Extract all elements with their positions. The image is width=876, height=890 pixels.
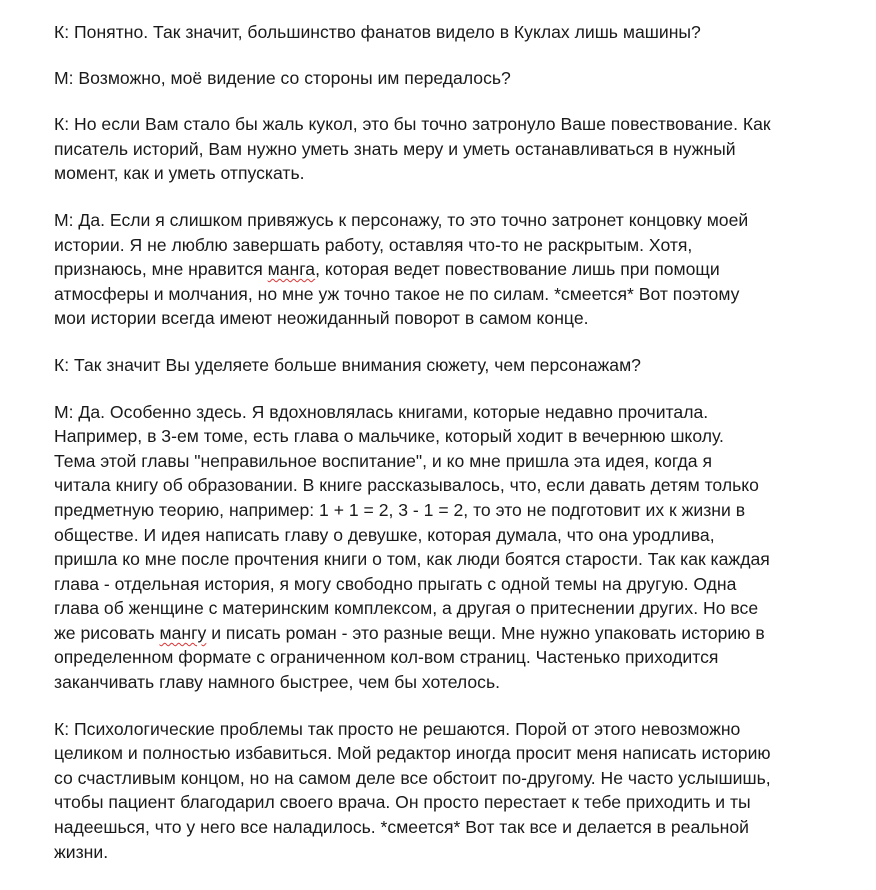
misspelled-word[interactable]: мангу bbox=[159, 622, 207, 643]
misspelled-word[interactable]: манга bbox=[267, 259, 316, 280]
text-line: К: Понятно. Так значит, большинство фанатов видело в Куклах лишь машины? bbox=[54, 22, 701, 42]
text-line bbox=[54, 621, 854, 646]
text-line: со счастливым концом, но на самом деле все обстоит по-другому. Не часто услышишь, bbox=[54, 767, 771, 788]
text-line: М: Да. Особенно здесь. Я вдохновлялась книгами, которые недавно прочитала. bbox=[54, 401, 709, 422]
text-line: надеешься, что у него все наладилось. *смеется* Вот так все и делается в реальной bbox=[54, 817, 749, 838]
text-line: истории. Я не люблю завершать работу, оставляя что-то не раскрытым. Хотя, bbox=[54, 234, 693, 255]
text-line: глава об женщине с материнским комплексом, а другая о притеснении других. Но все bbox=[54, 598, 759, 619]
paragraph bbox=[54, 66, 854, 91]
text-line: К: Психологические проблемы так просто не решаются. Порой от этого невозможно bbox=[54, 718, 741, 739]
text-fragment: признаюсь, мне нравится bbox=[54, 259, 268, 280]
text-line: читала книгу об образовании. В книге рассказывалось, что, если давать детям только bbox=[54, 475, 759, 496]
text-line: М: Да. Если я слишком привяжусь к персонажу, то это точно затронет концовку моей bbox=[54, 209, 749, 230]
text-line: К: Но если Вам стало бы жаль кукол, это бы точно затронуло Ваше повествование. Как bbox=[54, 114, 771, 135]
text-fragment: , которая ведет повествование лишь при помощи bbox=[315, 259, 720, 280]
text-line: определенном формате с ограниченном кол-вом страниц. Частенько приходится bbox=[54, 647, 719, 668]
text-line: Например, в 3-ем томе, есть глава о мальчике, который ходит в вечернюю школу. bbox=[54, 426, 724, 447]
paragraph bbox=[54, 112, 854, 186]
paragraph bbox=[54, 20, 854, 45]
text-line: обществе. И идея написать главу о девушке, которая думала, что она уродлива, bbox=[54, 524, 715, 545]
paragraph bbox=[54, 400, 854, 695]
text-fragment: и писать роман - это разные вещи. Мне нужно упаковать историю в bbox=[206, 622, 765, 643]
text-line: мои истории всегда имеют неожиданный поворот в самом конце. bbox=[54, 308, 589, 329]
text-line: жизни. bbox=[54, 841, 109, 862]
text-line: заканчивать главу намного быстрее, чем бы хотелось. bbox=[54, 672, 501, 693]
text-line: чтобы пациент благодарил своего врача. Он просто перестает к тебе приходить и ты bbox=[54, 792, 751, 813]
text-fragment: же рисовать bbox=[54, 622, 160, 643]
text-line: писатель историй, Вам нужно уметь знать меру и уметь останавливаться в нужный bbox=[54, 138, 736, 159]
text-line bbox=[54, 257, 854, 282]
text-line: пришла ко мне после прочтения книги о том, как люди боятся старости. Так как каждая bbox=[54, 549, 770, 570]
text-line: М: Возможно, моё видение со стороны им передалось? bbox=[54, 67, 511, 88]
paragraph bbox=[54, 717, 854, 865]
paragraph bbox=[54, 353, 854, 378]
text-line: целиком и полностью избавиться. Мой редактор иногда просит меня написать историю bbox=[54, 743, 771, 764]
text-line: К: Так значит Вы уделяете больше внимания сюжету, чем персонажам? bbox=[54, 354, 641, 375]
text-line: атмосферы и молчания, но мне уж точно такое не по силам. *смеется* Вот поэтому bbox=[54, 283, 740, 304]
text-line: момент, как и уметь отпускать. bbox=[54, 163, 305, 184]
text-line: Тема этой главы "неправильное воспитание", и ко мне пришла эта идея, когда я bbox=[54, 450, 712, 471]
text-line: глава - отдельная история, я могу свободно прыгать с одной темы на другую. Одна bbox=[54, 573, 737, 594]
paragraph bbox=[54, 208, 854, 331]
interview-document bbox=[54, 20, 854, 886]
text-line: предметную теорию, например: 1 + 1 = 2, 3 - 1 = 2, то это не подготовит их к жизни в bbox=[54, 499, 746, 520]
